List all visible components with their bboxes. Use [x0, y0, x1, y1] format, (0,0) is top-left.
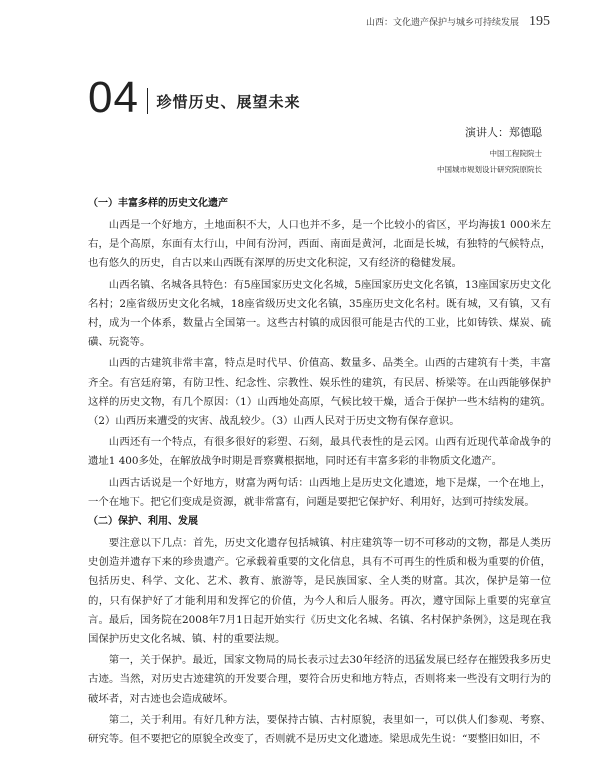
chapter-divider [147, 88, 149, 114]
speaker-affiliation: 中国工程院院士 [489, 149, 542, 158]
chapter-number: 04 [88, 73, 139, 122]
speaker-name: 演讲人：郑德聪 [465, 126, 542, 139]
section-heading: （一）丰富多样的历史文化遗产 [88, 198, 228, 209]
section-heading: （二）保护、利用、发展 [88, 516, 198, 528]
paragraph: 山西的古建筑非常丰富，特点是时代早、价值高、数量多、品类全。山西的古建筑有十类，丰富齐全。有宫廷府第，有防卫性、纪念性、宗教性、娱乐性的建筑，有民居、桥梁等。在山西能够保护这样的历史文物，有几个原因：（1）山西地处高原，气候比较干燥，适合于保护一些木结构的建筑。（2）山西历来遭受的灾害、战乱较少。（3）山西人民对于历史文物有保存意识。 [88, 357, 551, 428]
page-number: 195 [529, 14, 550, 29]
chapter-heading [88, 73, 301, 122]
speaker-block [437, 124, 542, 175]
article-body [88, 196, 551, 751]
paragraph: 山西古话说是一个好地方，财富为两句话：山西地上是历史文化遗迹，地下是煤，一个在地上，一个在地下。把它们变成是资源，就非常富有，问题是要把它保护好、利用好，达到可持续发展。 [88, 476, 551, 508]
running-header [366, 14, 550, 30]
paragraph: 山西名镇、名城各具特色：有5座国家历史文化名城，5座国家历史文化名镇，13座国家历史文化名村；2座省级历史文化名城，18座省级历史文化名镇，35座历史文化名村。既有城，又有镇，又有村，成为一个体系，数量占全国第一。这些古村镇的成因很可能是古代的工业，比如铸铁、煤炭、硫磺、玩瓷等。 [88, 278, 551, 349]
paragraph: 第一，关于保护。最近，国家文物局的局长表示过去30年经济的迅猛发展已经存在摧毁我多历史古迹。当然，对历史古迹建筑的开发要合理，要符合历史和地方特点，否则将来一些没有文明行为的破坏者，对古迹也会造成破坏。 [88, 654, 551, 705]
chapter-title: 珍惜历史、展望未来 [156, 92, 301, 111]
speaker-affiliation: 中国城市规划设计研究院原院长 [437, 165, 542, 174]
paragraph: 山西还有一个特点，有很多很好的彩塑、石刻，最具代表性的是云冈。山西有近现代革命战争的遗址1 400多处，在解放战争时期是晋察冀根据地，同时还有丰富多彩的非物质文化遗产。 [88, 436, 551, 468]
paragraph: 要注意以下几点：首先，历史文化遗存包括城镇、村庄建筑等一切不可移动的文物，都是人类历史创造并遗存下来的珍贵遗产。它承载着重要的文化信息，具有不可再生的性质和极为重要的价值，包括历史、科学、文化、艺术、教育、旅游等，是民族国家、全人类的财富。其次，保护是第一位的，只有保护好了才能利用和发挥它的价值，为今人和后人服务。再次，遵守国际上重要的宪章宣言。最后，国务院在2008年7月1日起开始实行《历史文化名城、名镇、名村保护条例》，这是现在我国保护历史文化名城、镇、村的重要法规。 [88, 537, 551, 646]
running-title: 山西：文化遗产保护与城乡可持续发展 [365, 18, 519, 28]
paragraph: 山西是一个好地方，土地面积不大，人口也并不多，是一个比较小的省区，平均海拔1 000米左右，是个高原，东面有太行山，中间有汾河，西面、南面是黄河，北面是长城，有独特的气候特点，也有悠久的历史，自古以来山西既有深厚的历史文化积淀，又有经济的稳健发展。 [88, 219, 551, 270]
paragraph: 第二，关于利用。有好几种方法，要保持古镇、古村原貌，表里如一，可以供人们参观、考察、研究等。但不要把它的原貌全改变了，否则就不是历史文化遗迹。梁思成先生说：“要整旧如旧，不 [88, 713, 551, 746]
